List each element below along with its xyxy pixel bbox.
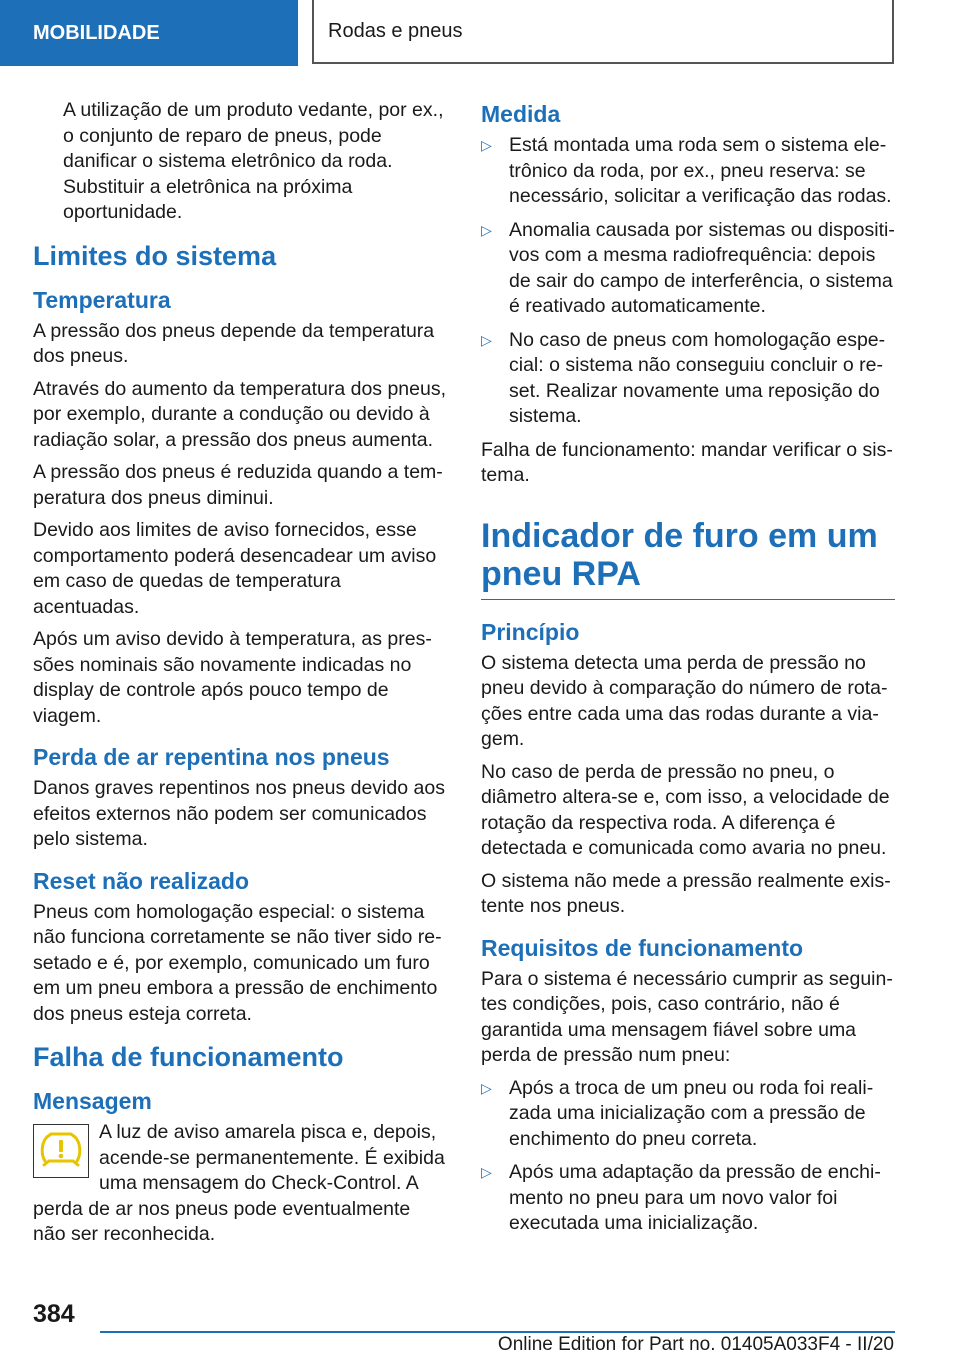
requirements-list	[481, 1076, 895, 1237]
heading-temperature: Temperatura	[33, 286, 171, 313]
bullet-triangle-icon: ▷	[481, 137, 492, 153]
list-item: ▷ Após uma adaptação da pressão de enchimento no pneu para um novo valor foi executada uma inicialização.	[481, 1161, 881, 1234]
footer-divider	[100, 1331, 895, 1333]
paragraph: Danos graves repentinos nos pneus devido aos efeitos externos não podem ser comunicados pelo sistema.	[33, 777, 445, 850]
paragraph: A pressão dos pneus é reduzida quando a temperatura dos pneus diminui.	[33, 461, 443, 509]
paragraph: Após um aviso devido à temperatura, as pressões nominais são novamente indicadas no display de controle após pouco tempo de viagem.	[33, 628, 432, 727]
left-column	[33, 98, 448, 1255]
paragraph: A luz de aviso amarela pisca e, depois, acende-se permanentemente. É exibida uma mensagem do Check-Control. A perda de ar nos pneus pode eventualmente não ser reconhecida.	[33, 1121, 445, 1245]
intro-paragraph: A utilização de um produto vedante, por ex., o conjunto de reparo de pneus, pode danificar o sistema eletrônico da roda. Substituir a eletrônica na próxima oportunidade.	[63, 99, 444, 223]
list-item: ▷ Está montada uma roda sem o sistema eletrônico da roda, por ex., pneu reserva: se necessário, solicitar a verificação das rodas.	[481, 134, 892, 207]
list-item: ▷ Anomalia causada por sistemas ou dispositivos com a mesma radiofrequência: depois de sair do campo de interferência, o sistema é reativado automaticamente.	[481, 218, 895, 317]
heading-measure: Medida	[481, 101, 561, 127]
heading-principle: Princípio	[481, 618, 580, 645]
bullet-triangle-icon: ▷	[481, 221, 492, 238]
page-number: 384	[33, 1300, 75, 1328]
page-header	[0, 0, 960, 66]
heading-limits: Limites do sistema	[33, 240, 277, 271]
list-item: ▷ No caso de pneus com homologação especial: o sistema não conseguiu concluir o reset. Realizar novamente uma reposição do sistema.	[481, 328, 886, 427]
edition-note: Online Edition for Part no. 01405A033F4 - II/20	[497, 1334, 894, 1355]
warning-message	[33, 1120, 448, 1255]
list-item: ▷ Após a troca de um pneu ou roda foi realizada uma inicialização com a pressão de enchimento do pneu correta.	[481, 1076, 874, 1150]
heading-malfunction: Falha de funcionamento	[33, 1042, 344, 1072]
heading-requirements: Requisitos de funcionamento	[481, 934, 804, 961]
heading-message: Mensagem	[33, 1088, 152, 1114]
paragraph: Devido aos limites de aviso fornecidos, esse comportamento poderá desencadear um aviso em caso de quedas de temperatura acentuadas.	[33, 519, 437, 618]
paragraph: Falha de funcionamento: mandar verificar o sistema.	[481, 438, 893, 486]
paragraph: O sistema detecta uma perda de pressão no pneu devido à comparação do número de rotações entre cada uma das rodas durante a viagem.	[481, 651, 888, 750]
paragraph: No caso de perda de pressão no pneu, o diâmetro altera-se e, com isso, a velocidade de rotação da respectiva roda. A diferença é detectada e comunicada como avaria no pneu.	[481, 760, 890, 859]
bullet-triangle-icon: ▷	[481, 331, 492, 348]
paragraph: Pneus com homologação especial: o sistema não funciona corretamente se não tiver sido resetado e é, por exemplo, comunicado um furo em um pneu embora a pressão de enchimento dos pneus esteja correta.	[33, 900, 442, 1025]
paragraph: Para o sistema é necessário cumprir as seguintes condições, pois, caso contrário, não é garantida uma mensagem fiável sobre uma perda de pressão num pneu:	[481, 967, 893, 1066]
right-column	[481, 98, 895, 1245]
section-tab: MOBILIDADE	[0, 0, 298, 66]
paragraph: A pressão dos pneus depende da temperatura dos pneus.	[33, 319, 435, 367]
bullet-triangle-icon: ▷	[481, 1079, 492, 1096]
heading-reset: Reset não realizado	[33, 867, 250, 894]
tire-pressure-warning-icon	[33, 1124, 89, 1178]
chapter-title: Rodas e pneus	[312, 0, 894, 64]
bullet-triangle-icon: ▷	[481, 1164, 492, 1180]
paragraph: Através do aumento da temperatura dos pneus, por exemplo, durante a condução ou devido à radiação solar, a pressão dos pneus aumenta.	[33, 377, 447, 451]
measure-list	[481, 133, 895, 430]
paragraph: O sistema não mede a pressão realmente existente nos pneus.	[481, 869, 891, 917]
heading-rpa: Indicador de furo em um pneu RPA	[481, 517, 895, 600]
heading-air-loss: Perda de ar repentina nos pneus	[33, 744, 390, 770]
